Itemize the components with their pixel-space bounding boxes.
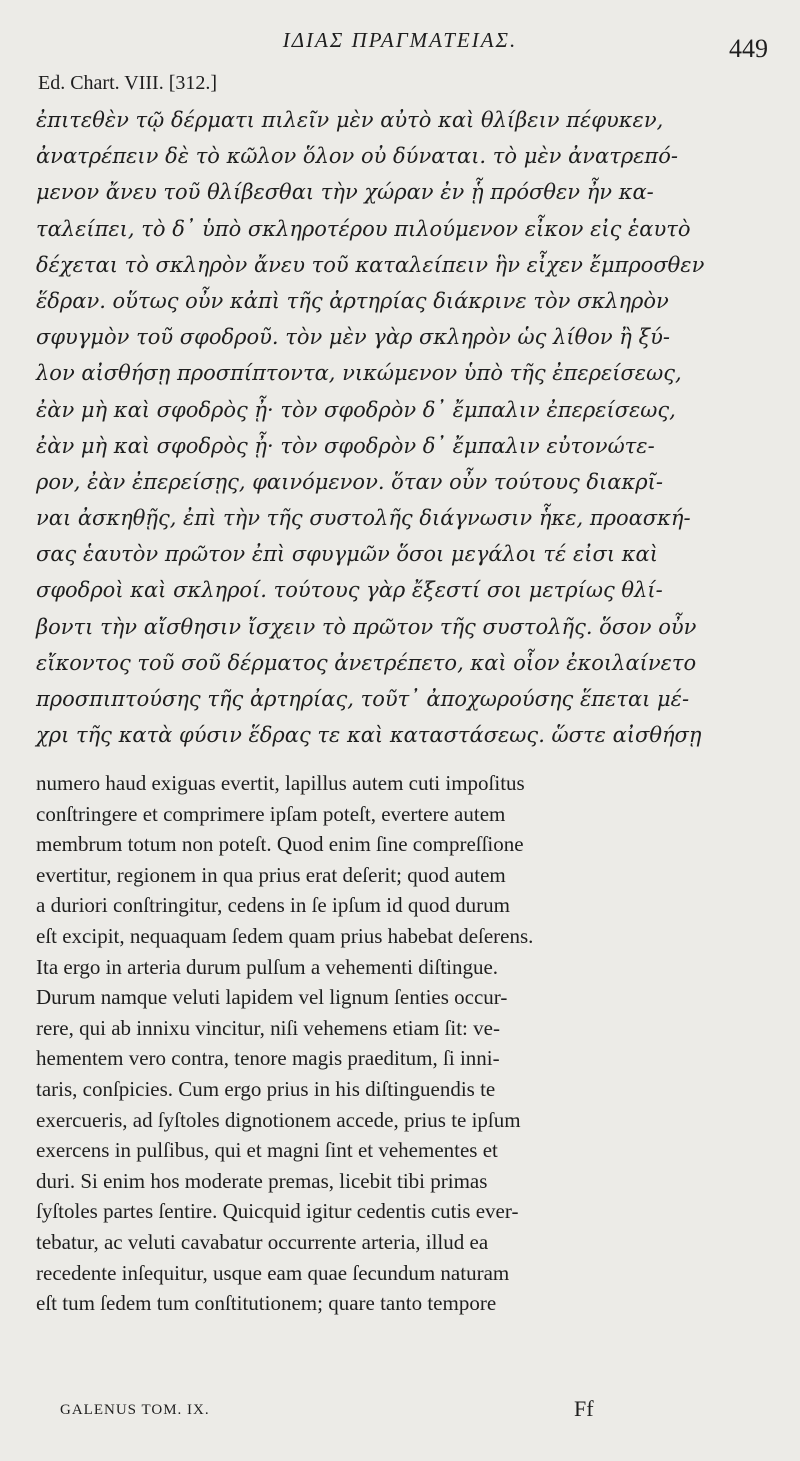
greek-text-block: [36, 102, 766, 753]
text-line: taris, conſpicies. Cum ergo prius in his diſtinguendis te: [36, 1076, 496, 1101]
text-line: eſt tum ſedem tum conſtitutionem; quare tanto tempore: [36, 1291, 497, 1316]
text-line: ρον, ἐὰν ἐπερείσῃς, φαινόμενον. ὅταν οὖν τούτους διακρῖ-: [36, 469, 663, 494]
text-line: ἀνατρέπειν δὲ τὸ κῶλον ὅλον οὐ δύναται. τὸ μὲν ἀνατρεπό-: [36, 144, 678, 169]
text-line: ſyſtoles partes ſentire. Quicquid igitur cedentis cutis ever-: [36, 1199, 519, 1224]
text-line: tebatur, ac veluti cavabatur occurrente arteria, illud ea: [36, 1229, 489, 1254]
text-line: εἴκοντος τοῦ σοῦ δέρματος ἀνετρέπετο, καὶ οἷον ἐκοιλαίνετο: [36, 650, 697, 675]
latin-text-block: [36, 768, 778, 1319]
text-line: ἐὰν μὴ καὶ σφοδρὸς ᾖ· τὸν σφοδρὸν δ᾽ ἔμπαλιν εὐτονώτε-: [36, 433, 655, 458]
text-line: σφυγμὸν τοῦ σφοδροῦ. τὸν μὲν γὰρ σκληρὸν ὡς λίθον ἢ ξύ-: [36, 325, 670, 350]
text-line: rere, qui ab innixu vincitur, niſi vehemens etiam ſit: ve-: [36, 1015, 500, 1040]
text-line: exercens in pulſibus, qui et magni ſint et vehementes et: [36, 1138, 498, 1163]
text-line: eſt excipit, nequaquam ſedem quam prius habebat deſerens.: [36, 923, 534, 948]
footer-gathering-mark: Ff: [574, 1396, 594, 1421]
text-line: conſtringere et comprimere ipſam poteſt, evertere autem: [36, 801, 506, 826]
text-line: ἕδραν. οὕτως οὖν κἀπὶ τῆς ἀρτηρίας διάκρινε τὸν σκληρὸν: [36, 288, 669, 313]
footer-signature: GALENUS TOM. IX.: [60, 1402, 210, 1418]
text-line: Durum namque veluti lapidem vel lignum ſenties occur-: [36, 985, 508, 1010]
text-line: λον αἰσθήσῃ προσπίπτοντα, νικώμενον ὑπὸ τῆς ἐπερείσεως,: [36, 361, 682, 386]
text-line: σας ἑαυτὸν πρῶτον ἐπὶ σφυγμῶν ὅσοι μεγάλοι τέ εἰσι καὶ: [36, 542, 658, 567]
text-line: χρι τῆς κατὰ φύσιν ἕδρας τε καὶ καταστάσεως. ὥστε αἰσθήσῃ: [36, 723, 702, 748]
text-line: numero haud exiguas evertit, lapillus autem cuti impoſitus: [36, 771, 525, 795]
text-line: a duriori conſtringitur, cedens in ſe ipſum id quod durum: [36, 893, 510, 918]
text-line: βοντι τὴν αἴσθησιν ἴσχειν τὸ πρῶτον τῆς συστολῆς. ὅσον οὖν: [36, 614, 697, 639]
text-line: exercueris, ad ſyſtoles dignotionem accede, prius te ipſum: [36, 1107, 521, 1132]
text-line: Ita ergo in arteria durum pulſum a vehementi diſtingue.: [36, 954, 499, 979]
text-line: δέχεται τὸ σκληρὸν ἄνευ τοῦ καταλείπειν ἣν εἶχεν ἔμπροσθεν: [36, 252, 705, 277]
text-line: ἐὰν μὴ καὶ σφοδρὸς ᾖ· τὸν σφοδρὸν δ᾽ ἔμπαλιν ἐπερείσεως,: [36, 397, 676, 422]
text-line: ναι ἀσκηθῇς, ἐπὶ τὴν τῆς συστολῆς διάγνωσιν ἧκε, προασκή-: [36, 506, 691, 531]
running-head: ΙΔΙΑΣ ΠΡΑΓΜΑΤΕΙΑΣ.: [282, 28, 518, 52]
text-line: ἐπιτεθὲν τῷ δέρματι πιλεῖν μὲν αὐτὸ καὶ θλίβειν πέφυκεν,: [36, 108, 664, 132]
text-line: evertitur, regionem in qua prius erat deſerit; quod autem: [36, 862, 506, 887]
text-line: μενον ἄνευ τοῦ θλίβεσθαι τὴν χώραν ἐν ᾗ πρόσθεν ἦν κα-: [36, 180, 654, 205]
text-line: hementem vero contra, tenore magis praeditum, ſi inni-: [36, 1046, 500, 1071]
text-line: σφοδροὶ καὶ σκληροί. τούτους γὰρ ἔξεστί σοι μετρίως θλί-: [36, 578, 663, 603]
text-line: ταλείπει, τὸ δ᾽ ὑπὸ σκληροτέρου πιλούμενον εἶκον εἰς ἑαυτὸ: [36, 216, 691, 241]
edition-reference: Ed. Chart. VIII. [312.]: [38, 72, 218, 94]
text-line: recedente inſequitur, usque eam quae ſecundum naturam: [36, 1260, 510, 1285]
page-number: 449: [729, 34, 768, 63]
text-line: membrum totum non poteſt. Quod enim ſine compreſſione: [36, 832, 524, 857]
text-line: duri. Si enim hos moderate premas, licebit tibi primas: [36, 1168, 488, 1193]
text-line: προσπιπτούσης τῆς ἀρτηρίας, τοῦτ᾽ ἀποχωρούσης ἕπεται μέ-: [36, 687, 690, 711]
